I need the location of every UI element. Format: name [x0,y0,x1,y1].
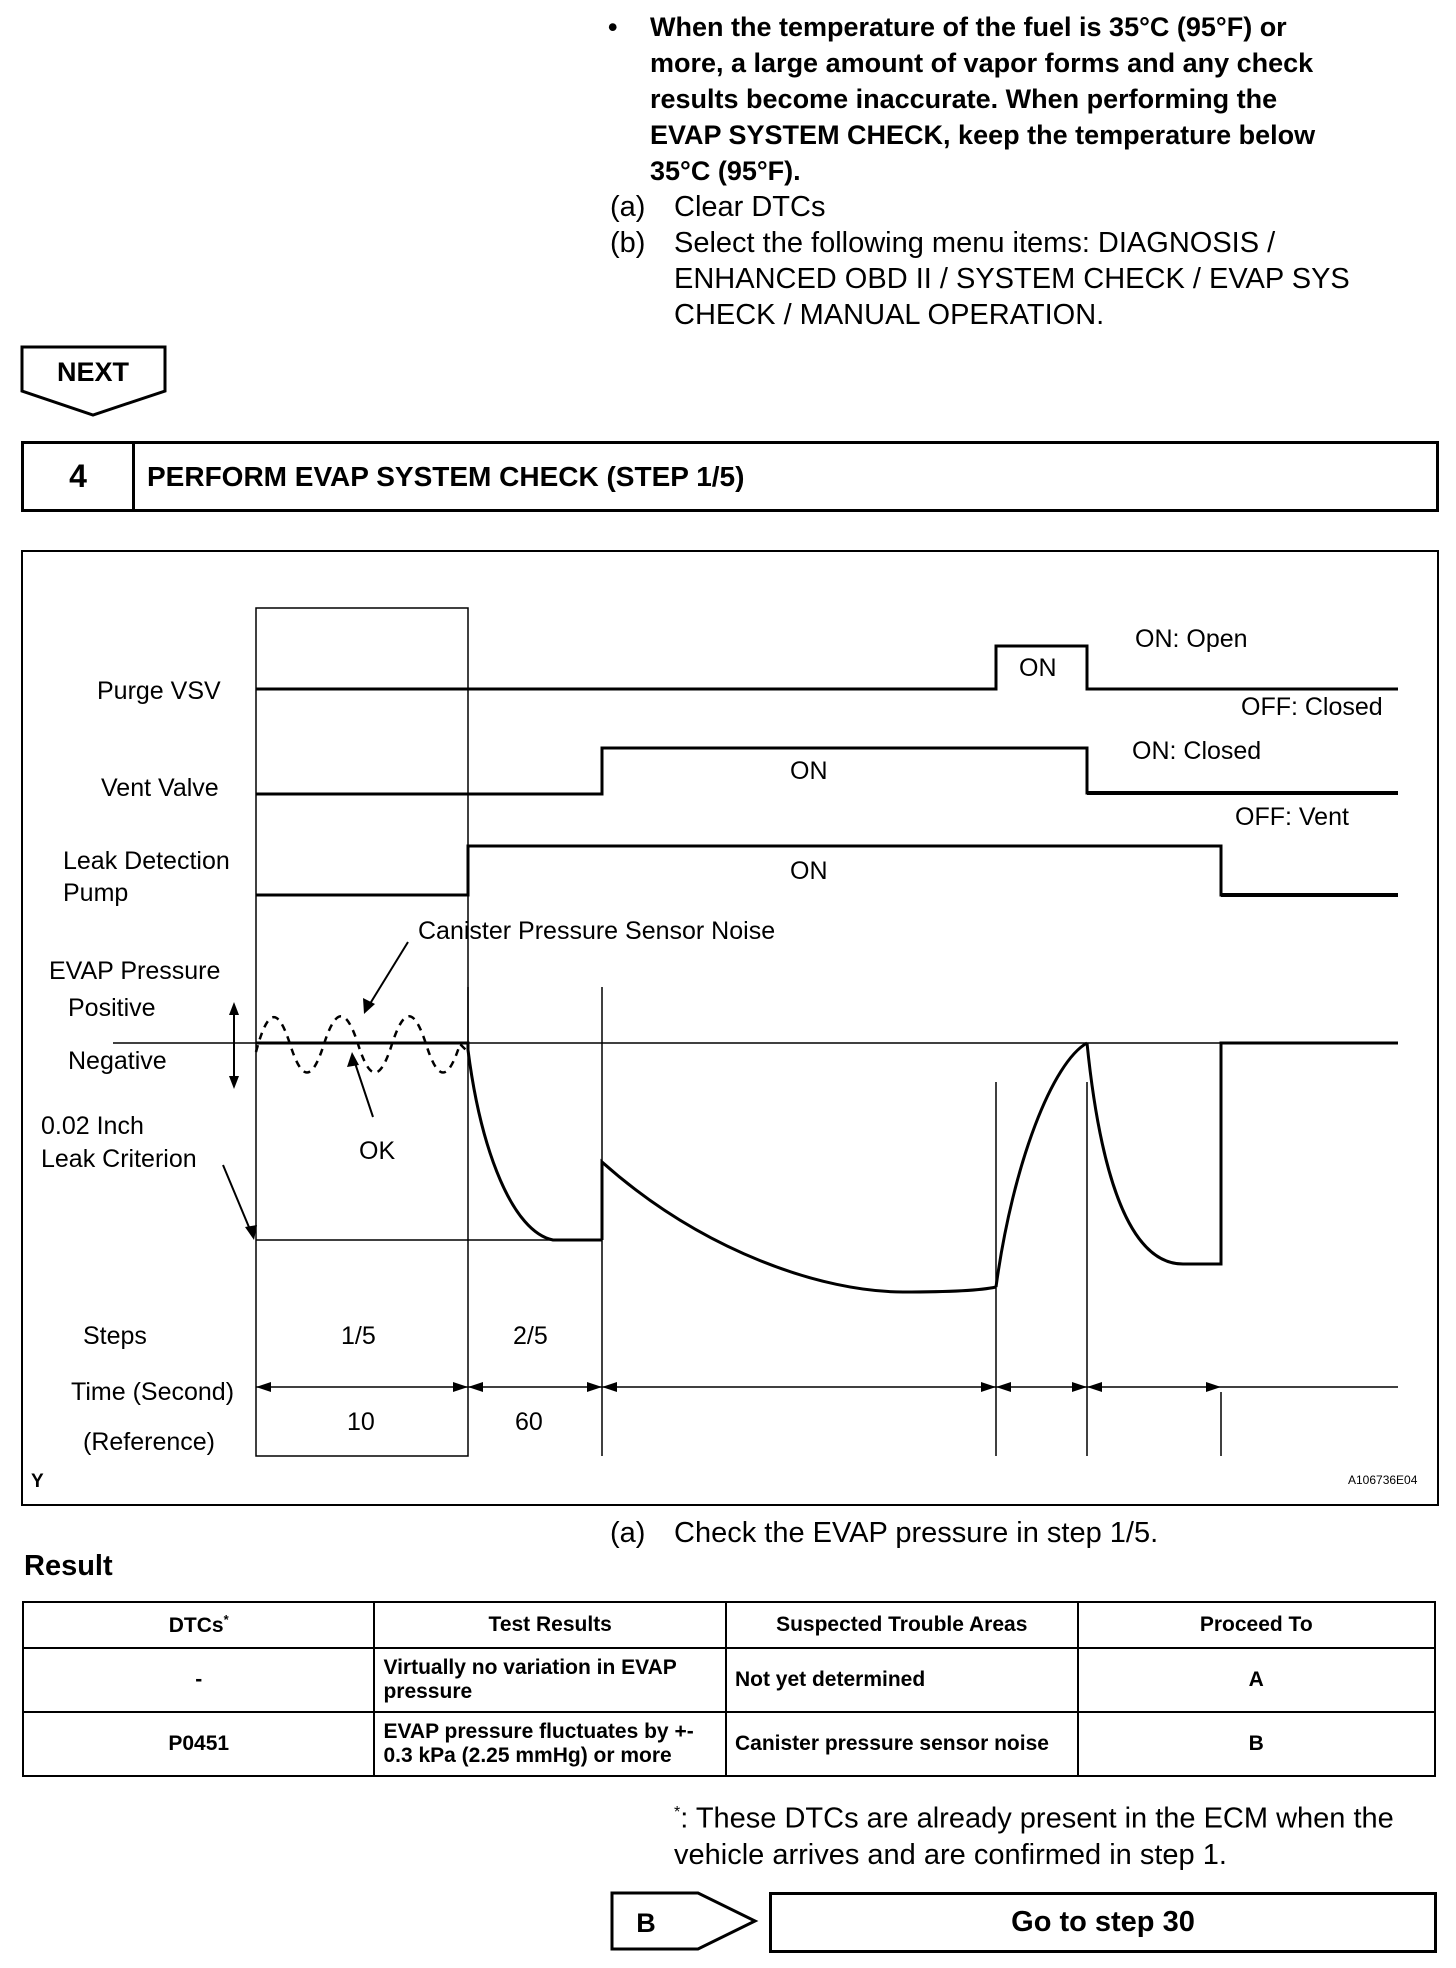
step-header [21,441,1439,512]
table-row [23,1648,1435,1712]
step-b-line: CHECK / MANUAL OPERATION. [674,299,1105,331]
next-arrow-icon [20,345,170,419]
goto-step-box [769,1892,1437,1953]
evap-timing-diagram [21,550,1439,1506]
warning-line: 35°C (95°F). [650,156,801,186]
steps-label: Steps [83,1322,147,1350]
diagram-lines [23,552,1437,1504]
step-number: 4 [24,444,135,509]
footnote [674,1795,1394,1873]
vent-on-label: ON [790,757,828,785]
figure-id-label: A106736E04 [1348,1473,1418,1487]
step-2-label: 2/5 [513,1322,548,1350]
warning-line: EVAP SYSTEM CHECK, keep the temperature below [650,120,1316,150]
cell-trouble-area: Canister pressure sensor noise [726,1712,1078,1776]
criterion-callout-line [223,1165,251,1232]
step-a-text: Clear DTCs [674,191,826,223]
warning-note [650,9,1315,189]
warning-line: When the temperature of the fuel is 35°C (95°F) or [650,12,1287,42]
pressure-curve-step3 [602,1162,996,1292]
purge-on-label: ON [1019,654,1057,682]
col-header-dtcs [23,1602,374,1648]
step-b-marker: (b) [610,227,646,259]
check-text: Check the EVAP pressure in step 1/5. [674,1517,1159,1549]
result-b-arrow-icon [610,1890,760,1952]
col-header-test-results: Test Results [374,1602,726,1648]
step-1-label: 1/5 [341,1322,376,1350]
warning-line: more, a large amount of vapor forms and any check [650,48,1314,78]
warning-line: results become inaccurate. When performing the [650,84,1278,114]
corner-y-label: Y [31,1471,44,1492]
step-b-line: ENHANCED OBD II / SYSTEM CHECK / EVAP SYS [674,263,1350,295]
pump-on-label: ON [790,857,828,885]
cell-dtc: P0451 [23,1712,374,1776]
cell-proceed: A [1078,1648,1435,1712]
cell-test-result [374,1712,726,1776]
step-a-marker: (a) [610,191,646,223]
cell-proceed: B [1078,1712,1435,1776]
step-b-line: Select the following menu items: DIAGNOSIS / [674,227,1276,259]
result-heading: Result [24,1550,113,1582]
on-open-label: ON: Open [1135,625,1248,653]
goto-label: B [636,1908,656,1938]
col-header-trouble-areas: Suspected Trouble Areas [726,1602,1078,1648]
cell-dtc: - [23,1648,374,1712]
negative-label: Negative [68,1047,167,1075]
time-2-label: 60 [515,1408,543,1436]
time-1-label: 10 [347,1408,375,1436]
pressure-curve-step5 [1087,1043,1398,1264]
next-label: NEXT [56,357,130,387]
test-line: 0.3 kPa (2.25 mmHg) or more [383,1744,672,1767]
vent-valve-label: Vent Valve [101,774,219,802]
off-closed-label: OFF: Closed [1241,693,1383,721]
footnote-line: vehicle arrives and are confirmed in step 1. [674,1838,1227,1871]
step-b-text [674,225,1350,333]
cell-trouble-area: Not yet determined [726,1648,1078,1712]
table-row [23,1712,1435,1776]
test-line: pressure [383,1680,473,1703]
table-header-row [23,1602,1435,1648]
ok-label: OK [359,1137,396,1165]
purge-vsv-label: Purge VSV [97,677,221,705]
result-table [22,1601,1436,1777]
test-line: Virtually no variation in EVAP [383,1656,677,1679]
cell-test-result [374,1648,726,1712]
evap-pressure-label: EVAP Pressure [49,957,221,985]
pressure-curve-step4 [996,1043,1087,1287]
footnote-text: : These DTCs are already present in the ECM when the [680,1802,1394,1835]
leak-criterion-label-1: 0.02 Inch [41,1112,144,1140]
leak-pump-label-2: Pump [63,879,129,907]
reference-label: (Reference) [83,1428,215,1456]
noise-callout-line [368,942,408,1007]
sensor-noise-label: Canister Pressure Sensor Noise [418,917,776,945]
leak-pump-label-1: Leak Detection [63,847,230,875]
header-sup: * [223,1612,229,1627]
leak-criterion-label-2: Leak Criterion [41,1145,197,1173]
positive-label: Positive [68,994,156,1022]
bullet-dot: • [608,12,618,42]
header-text: DTCs [168,1614,224,1637]
off-vent-label: OFF: Vent [1235,803,1349,831]
on-closed-label: ON: Closed [1132,737,1262,765]
col-header-proceed: Proceed To [1078,1602,1435,1648]
check-marker: (a) [610,1517,646,1549]
step-title: PERFORM EVAP SYSTEM CHECK (STEP 1/5) [147,460,745,492]
footnote-line [674,1795,1394,1837]
goto-text: Go to step 30 [1011,1906,1195,1938]
time-label: Time (Second) [71,1378,235,1406]
test-line: EVAP pressure fluctuates by +- [383,1720,694,1743]
footnote-sup: * [674,1804,681,1821]
